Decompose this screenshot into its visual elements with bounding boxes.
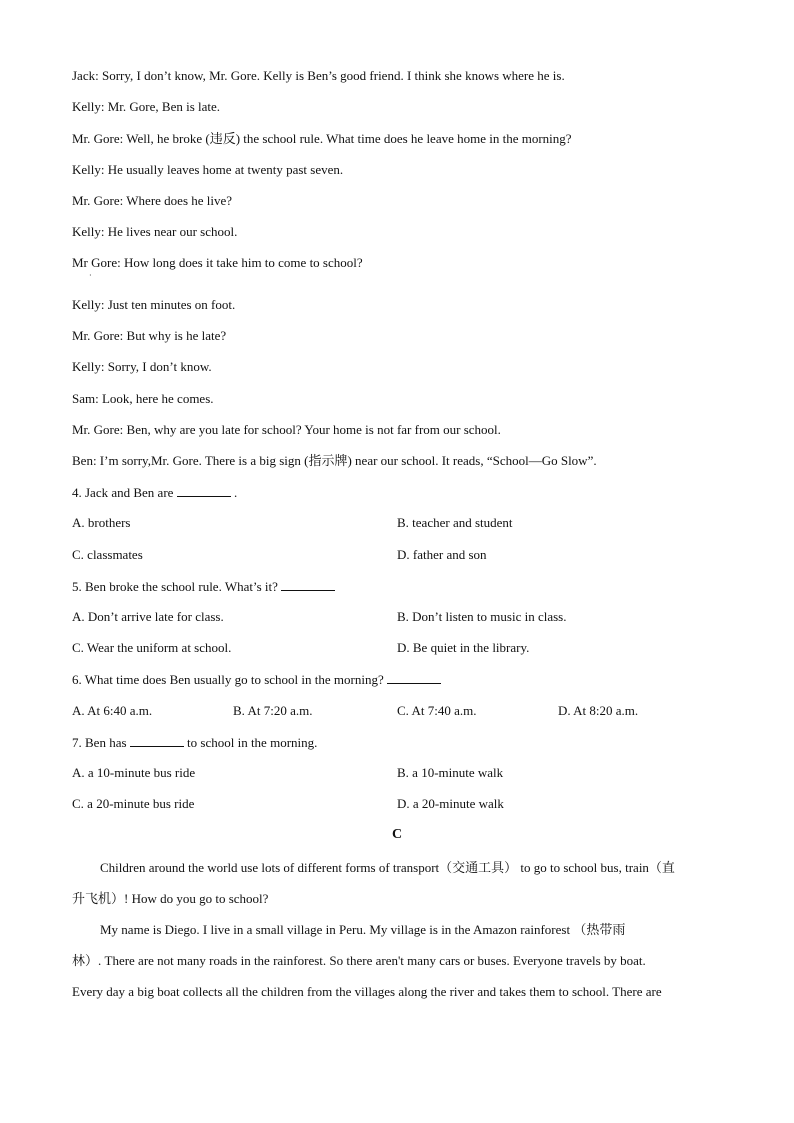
option-b[interactable]: B. a 10-minute walk [397,765,504,780]
paragraph-line: 林）. There are not many roads in the rainforest. So there aren't many cars or buses. Everyone travels by boat. [72,953,646,968]
option-d[interactable]: D. Be quiet in the library. [397,640,530,655]
option-b[interactable]: B. Don’t listen to music in class. [397,609,567,624]
answer-blank[interactable] [387,671,441,684]
dialogue-line: Ben: I’m sorry,Mr. Gore. There is a big sign (指示牌) near our school. It reads, “School—Go Slow”. [72,453,597,468]
dialogue-line: Mr. Gore: Where does he live? [72,193,233,208]
option-a[interactable]: A. a 10-minute bus ride [72,765,196,780]
option-c[interactable]: C. Wear the uniform at school. [72,640,232,655]
dialogue-line: Jack: Sorry, I don’t know, Mr. Gore. Kelly is Ben’s good friend. I think she knows where he is. [72,68,565,83]
option-b[interactable]: B. teacher and student [397,515,513,530]
paragraph-line: Every day a big boat collects all the children from the villages along the river and takes them to school. There are [72,984,662,999]
dialogue-line: Kelly: He usually leaves home at twenty past seven. [72,162,344,177]
answer-blank[interactable] [177,484,231,497]
question-7-text: 7. Ben has [72,735,127,750]
option-a[interactable]: A. Don’t arrive late for class. [72,609,224,624]
dialogue-line: Sam: Look, here he comes. [72,391,214,406]
stray-dot: · [89,271,92,280]
dialogue-line: Kelly: Sorry, I don’t know. [72,359,212,374]
option-c[interactable]: C. At 7:40 a.m. [397,703,477,718]
paragraph-line: 升飞机）! How do you go to school? [72,891,269,906]
paragraph-line: My name is Diego. I live in a small village in Peru. My village is in the Amazon rainforest （热带雨 [100,922,626,937]
question-4-text: 4. Jack and Ben are [72,485,174,500]
question-7-stem [72,734,317,751]
dialogue-line: Mr. Gore: But why is he late? [72,328,227,343]
dialogue-line: Kelly: Mr. Gore, Ben is late. [72,99,221,114]
option-d[interactable]: D. father and son [397,547,487,562]
option-d[interactable]: D. a 20-minute walk [397,796,504,811]
question-6-text: 6. What time does Ben usually go to school in the morning? [72,672,384,687]
paragraph [72,852,724,914]
dialogue-line: Mr Gore: How long does it take him to come to school? [72,255,363,270]
question-7-tail: to school in the morning. [187,735,318,750]
question-5-text: 5. Ben broke the school rule. What’s it? [72,579,278,594]
question-5-stem [72,578,335,595]
section-heading: C [391,827,403,842]
answer-blank[interactable] [281,578,335,591]
answer-blank[interactable] [130,734,184,747]
option-b[interactable]: B. At 7:20 a.m. [233,703,313,718]
question-4-tail: . [233,485,238,500]
paragraph [72,914,724,1007]
question-4-stem [72,484,237,501]
option-c[interactable]: C. a 20-minute bus ride [72,796,195,811]
option-d[interactable]: D. At 8:20 a.m. [558,703,639,718]
dialogue-line: Kelly: Just ten minutes on foot. [72,297,236,312]
paragraph-line: Children around the world use lots of different forms of transport（交通工具） to go to school bus, train（直 [100,860,675,875]
question-6-stem [72,671,441,688]
option-a[interactable]: A. At 6:40 a.m. [72,703,153,718]
dialogue-line: Mr. Gore: Ben, why are you late for school? Your home is not far from our school. [72,422,501,437]
dialogue-line: Mr. Gore: Well, he broke (违反) the school rule. What time does he leave home in the morning? [72,131,572,146]
option-c[interactable]: C. classmates [72,547,143,562]
option-a[interactable]: A. brothers [72,515,131,530]
dialogue-line: Kelly: He lives near our school. [72,224,238,239]
